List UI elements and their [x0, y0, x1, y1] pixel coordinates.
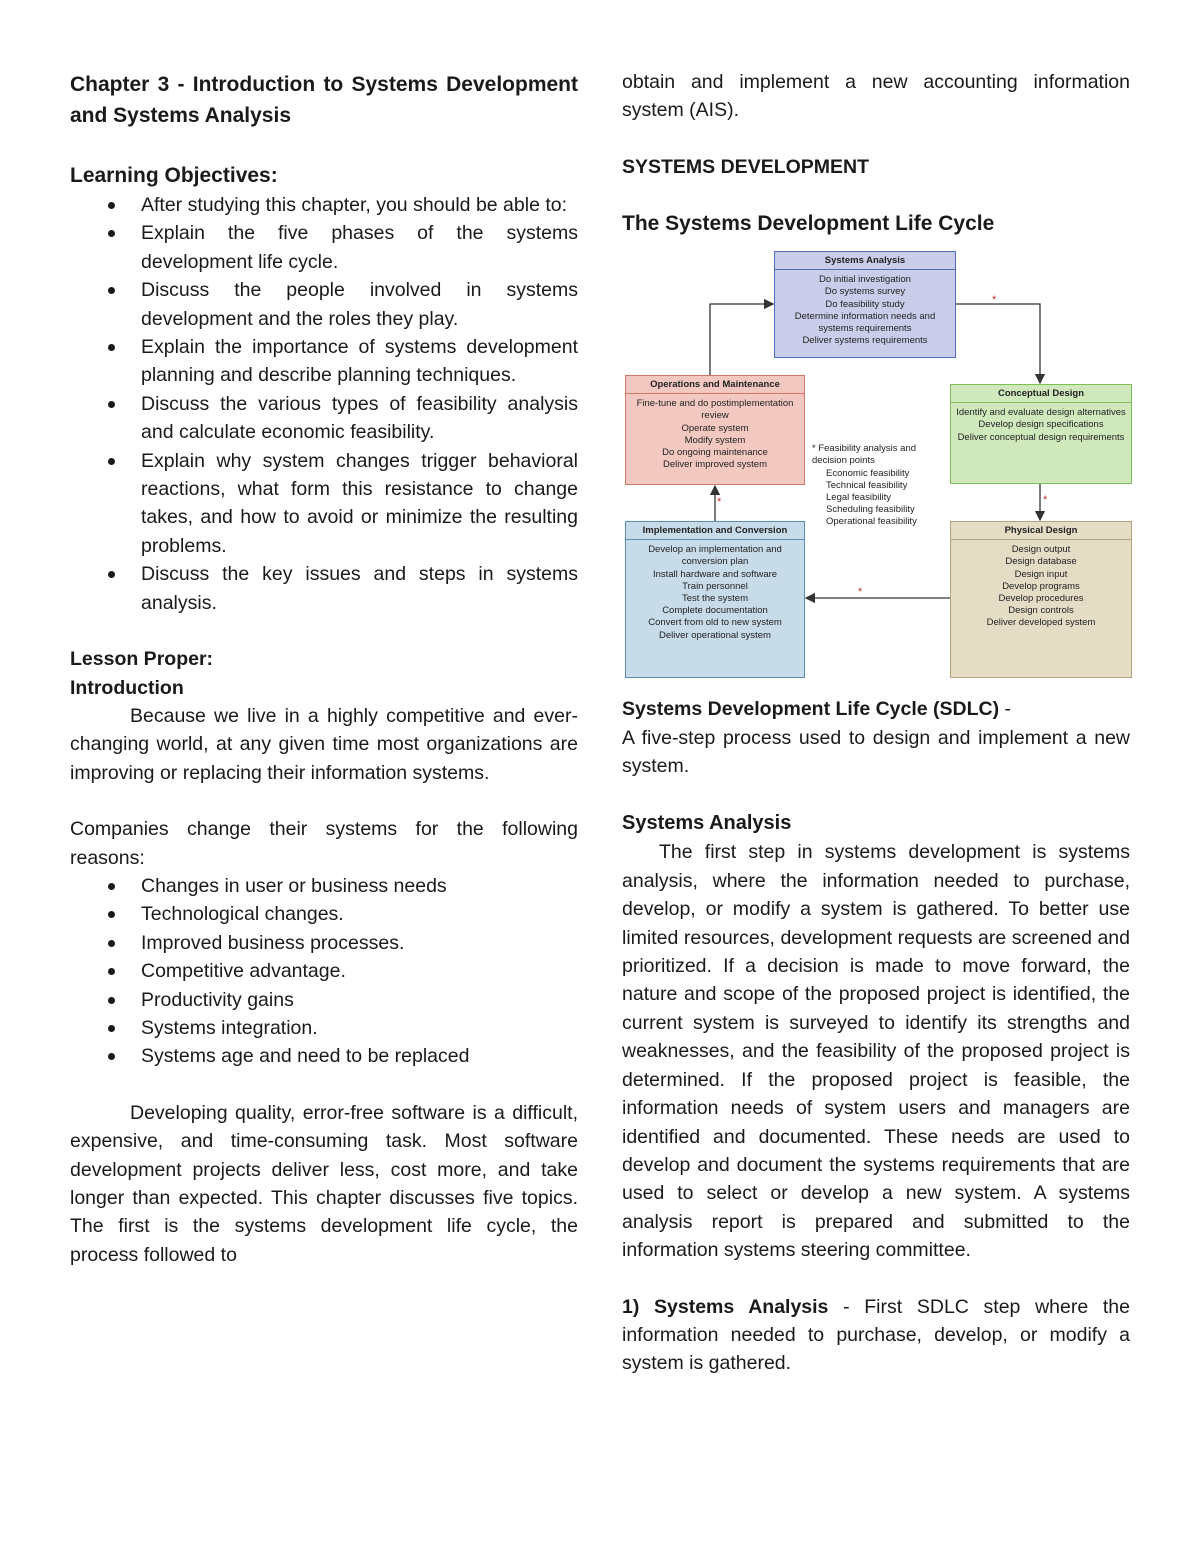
- sdlc-dash: -: [999, 698, 1012, 721]
- box-item: Do systems survey: [824, 286, 906, 298]
- intro-paragraph: Because we live in a highly competitive and ever-changing world, at any given time most organizations are improving or replacing their information systems.: [70, 704, 578, 784]
- list-item: Discuss the key issues and steps in systems analysis.: [141, 560, 578, 617]
- box-operations-maintenance: [625, 375, 805, 485]
- box-item: Deliver conceptual design requirements: [957, 431, 1125, 443]
- sdlc-term-line: [622, 695, 1130, 723]
- box-item: Deliver improved system: [663, 459, 767, 471]
- box-item: Test the system: [682, 593, 748, 605]
- section-heading: SYSTEMS DEVELOPMENT: [622, 155, 870, 178]
- list-item: Explain why system changes trigger behavioral reactions, what form this resistance to change takes, and how to avoid or minimize the resulting problems.: [141, 447, 578, 561]
- systems-analysis-heading: Systems Analysis: [622, 812, 792, 835]
- list-item: Discuss the people involved in systems development and the roles they play.: [141, 276, 578, 333]
- step1-term: 1) Systems Analysis: [622, 1295, 829, 1318]
- feasibility-item: Legal feasibility: [826, 492, 891, 504]
- step1-definition: [622, 1293, 1130, 1378]
- box-physical-design: [950, 521, 1132, 678]
- sdlc-heading: The Systems Development Life Cycle: [622, 212, 995, 236]
- chapter-title: Chapter 3 - Introduction to Systems Development and Systems Analysis: [70, 73, 578, 127]
- reasons-intro: Companies change their systems for the following reasons:: [70, 818, 578, 869]
- list-item: Discuss the various types of feasibility analysis and calculate economic feasibility.: [141, 390, 578, 447]
- list-item: Explain the importance of systems development planning and describe planning techniques.: [141, 333, 578, 390]
- systems-analysis-paragraph: The first step in systems development is systems analysis, where the information needed to purchase, develop, or modify a system is gathered. To better use limited resources, development requests are screened and prioritized. If a decision is made to move forward, the nature and scope of the proposed project is identified, the current system is surveyed to identify its strengths and weaknesses, and the feasibility of the proposed project is determined. If the proposed project is feasible, the information needs of system users and managers are identified and documented. These needs are used to develop and document the systems requirements that are used to select or develop a new system. A systems analysis report is prepared and submitted to the information systems steering committee.: [622, 841, 1130, 1262]
- step1-text: - First SDLC step where the information needed to purchase, develop, or modify a system is gathered.: [622, 1295, 1130, 1375]
- lesson-heading: Lesson Proper:: [70, 648, 214, 671]
- box-item: Install hardware and software: [652, 568, 778, 580]
- list-item: Competitive advantage.: [141, 957, 578, 985]
- list-item: Explain the five phases of the systems development life cycle.: [141, 219, 578, 276]
- objectives-list: [70, 191, 578, 617]
- feasibility-item: Technical feasibility: [826, 479, 908, 491]
- box-item: Design output: [1011, 544, 1071, 556]
- reasons-list: [70, 872, 578, 1071]
- list-item: After studying this chapter, you should be able to:: [141, 191, 578, 219]
- box-item: Identify and evaluate design alternatives: [956, 407, 1126, 419]
- box-item: Train personnel: [682, 580, 748, 592]
- list-item: Changes in user or business needs: [141, 872, 578, 900]
- box-title: Physical Design: [951, 522, 1131, 540]
- decision-point-marker: *: [992, 294, 997, 307]
- box-implementation-conversion: [625, 521, 805, 678]
- list-item: Productivity gains: [141, 986, 578, 1014]
- arrow-analysis-to-conceptual: [956, 304, 1040, 383]
- box-item: Develop design specifications: [978, 419, 1104, 431]
- feasibility-item: Operational feasibility: [826, 516, 917, 528]
- box-item: Design input: [1014, 568, 1068, 580]
- list-item: Systems integration.: [141, 1014, 578, 1042]
- box-conceptual-design: [950, 384, 1132, 484]
- box-item: Develop an implementation and conversion plan: [648, 544, 782, 568]
- feasibility-item: Economic feasibility: [826, 467, 910, 479]
- list-item: Technological changes.: [141, 900, 578, 928]
- list-item: Systems age and need to be replaced: [141, 1042, 578, 1070]
- box-item: Deliver operational system: [659, 629, 771, 641]
- decision-point-marker: *: [717, 496, 722, 509]
- box-item: Deliver developed system: [986, 617, 1096, 629]
- sdlc-definition: A five-step process used to design and implement a new system.: [622, 726, 1130, 778]
- box-item: Deliver systems requirements: [802, 335, 928, 347]
- left-column: [70, 69, 578, 1269]
- continuation-text: obtain and implement a new accounting information system (AIS).: [622, 71, 1130, 122]
- box-item: Develop procedures: [998, 593, 1084, 605]
- decision-point-marker: *: [858, 586, 863, 599]
- box-item: Determine information needs and systems requirements: [794, 310, 936, 335]
- box-item: Do feasibility study: [825, 298, 905, 310]
- feasibility-note: [812, 443, 942, 528]
- box-title: Implementation and Conversion: [626, 522, 804, 540]
- box-item: Complete documentation: [662, 605, 768, 617]
- feasibility-title: * Feasibility analysis and decision points: [812, 443, 917, 467]
- box-item: Design controls: [1008, 605, 1074, 617]
- closing-paragraph: Developing quality, error-free software is a difficult, expensive, and time-consuming task. Most software development projects deliver less, cost more, and take longer than expected. This chapter discusses five topics. The first is the systems development life cycle, the process followed to: [70, 1101, 578, 1266]
- box-title: Operations and Maintenance: [626, 376, 804, 394]
- sdlc-diagram: [622, 251, 1132, 681]
- box-item: Do initial investigation: [819, 274, 911, 286]
- decision-point-marker: *: [1043, 494, 1048, 507]
- box-item: Develop programs: [1002, 580, 1080, 592]
- box-title: Systems Analysis: [775, 252, 955, 270]
- box-title: Conceptual Design: [951, 385, 1131, 403]
- box-item: Convert from old to new system: [648, 617, 782, 629]
- box-item: Fine-tune and do postimplementation review: [636, 398, 794, 422]
- box-item: Do ongoing maintenance: [662, 447, 768, 459]
- arrow-operations-to-analysis: [710, 304, 773, 375]
- feasibility-item: Scheduling feasibility: [826, 504, 915, 516]
- box-item: Design database: [1005, 556, 1077, 568]
- intro-heading: Introduction: [70, 676, 184, 699]
- objectives-heading: Learning Objectives:: [70, 164, 278, 187]
- box-systems-analysis: [774, 251, 956, 358]
- box-item: Modify system: [684, 434, 746, 446]
- sdlc-term: Systems Development Life Cycle (SDLC): [622, 698, 1000, 721]
- list-item: Improved business processes.: [141, 929, 578, 957]
- right-column: [622, 68, 1130, 1378]
- box-item: Operate system: [681, 422, 749, 434]
